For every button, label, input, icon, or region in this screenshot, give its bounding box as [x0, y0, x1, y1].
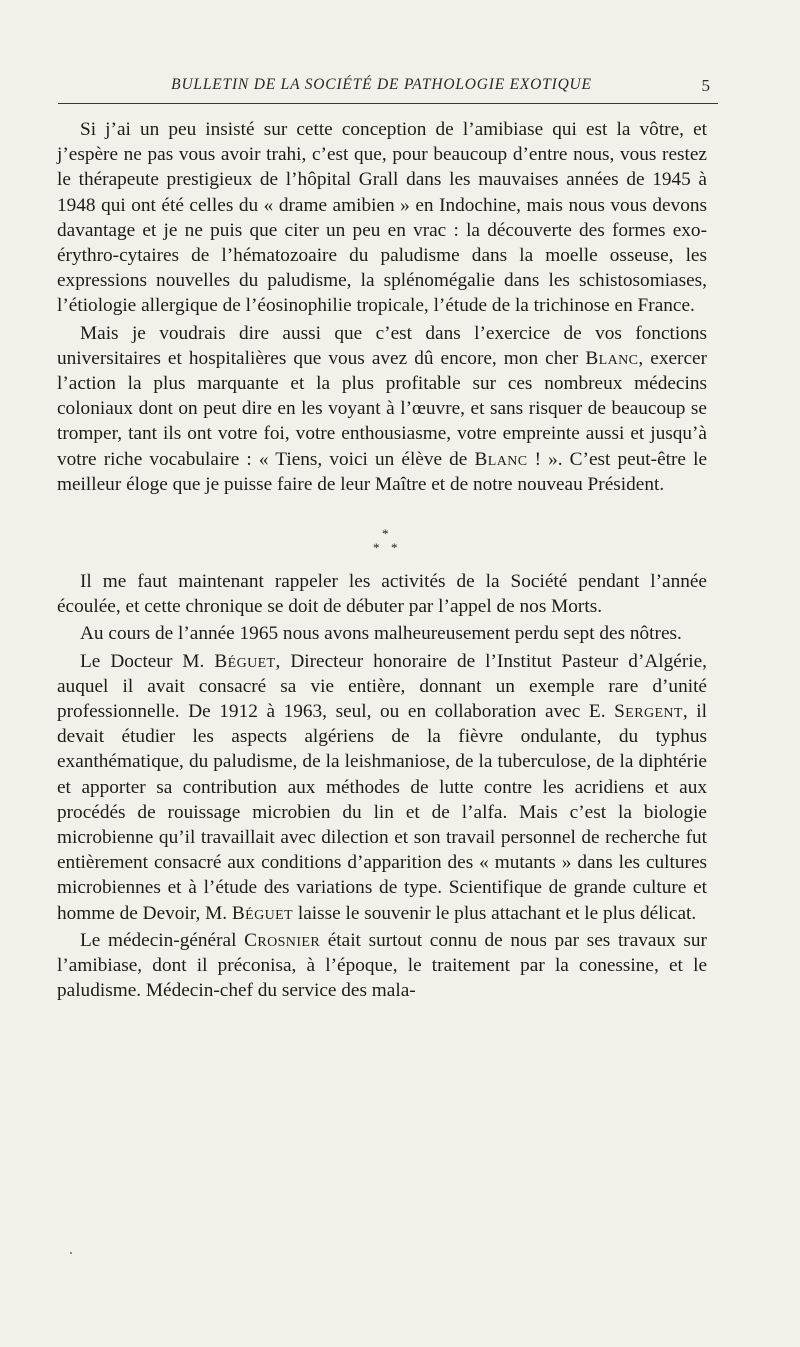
- paragraph-text: Il me faut maintenant rappeler les activités de la Société pendant l’année écoulée, et cette chronique se doit de débuter par l’appel de nos Morts.: [57, 571, 707, 618]
- paragraph-text: laisse le souvenir le plus attachant et le plus délicat.: [293, 902, 697, 924]
- section-separator: [57, 499, 707, 569]
- paragraph-crosnier: [57, 928, 707, 1004]
- name-crosnier: Crosnier: [244, 929, 321, 951]
- name-beguet: Béguet: [214, 650, 276, 672]
- paragraph-annee-1965: [57, 621, 707, 646]
- separator-star: *: [382, 526, 389, 542]
- paragraph-text: Si j’ai un peu insisté sur cette conception de l’amibiase qui est la vôtre, et j’espère ne pas vous avoir trahi, c’est que, pour beaucoup d’entre nous, vous restez le thérapeute prestigieux de l’hôpital Grall dans les mauvaises années de 1945 à 1948 qui ont été celles du « drame amibien » en Indochine, mais nous vous devons davantage et je ne puis que citer un peu en vrac : la découverte des formes exo-érythro-cytaires de l’hématozoaire du paludisme dans la moelle osseuse, les expressions nouvelles du paludisme, la splénomégalie dans les schistosomiases, l’étiologie allergique de l’éosinophilie tropicale, l’étude de la trichinose en France.: [57, 119, 707, 317]
- name-blanc: Blanc: [474, 448, 528, 470]
- page-number: 5: [701, 76, 710, 95]
- header-rule: [58, 103, 718, 104]
- paragraph-amibiase: [57, 117, 707, 319]
- paragraph-text: , il devait étudier les aspects algériens de la fièvre ondulante, du typhus exanthématique, du paludisme, de la leishmaniose, de la tuberculose, de la diphtérie et apporter sa contribution aux méthodes de lutte contre les acridiens et aux procédés de rouissage microbien du lin et de l’alfa. Mais c’est la biologie microbienne qu’il travaillait avec dilection et son travail personnel de recherche fut entièrement consacré aux conditions d’apparition des « mutants » dans les cultures microbiennes et à l’étude des variations de type. Scientifique de grande culture et homme de Devoir, M.: [57, 701, 708, 924]
- running-head-title: BULLETIN DE LA SOCIÉTÉ DE PATHOLOGIE EXOTIQUE: [171, 76, 592, 93]
- paragraph-text: Mais je voudrais dire aussi que c’est dans l’exercice de vos fonctions universitaires et hospitalières que vous avez dû encore, mon cher: [57, 322, 707, 369]
- paragraph-text: était surtout connu de nous par ses travaux sur l’amibiase, dont il préconisa, à l’époque, le traitement par la conessine, et le paludisme. Médecin-chef du service des mala-: [57, 929, 707, 1002]
- separator-star: *: [391, 540, 398, 556]
- paragraph-activites: [57, 569, 707, 619]
- name-sergent: Sergent: [614, 701, 683, 723]
- paragraph-text: Le Docteur M.: [80, 650, 215, 672]
- paragraph-universitaires: [57, 321, 707, 497]
- separator-star: *: [373, 540, 380, 556]
- body-text: [57, 117, 707, 1006]
- page-speck: [70, 1252, 72, 1254]
- paragraph-text: , Directeur honoraire de l’Institut Pasteur d’Algérie, auquel il avait consacré sa vie entière, donnant un exemple rare d’unité professionnelle. De 1912 à 1963, seul, ou en collaboration avec E.: [57, 650, 707, 723]
- name-blanc: Blanc: [585, 347, 639, 369]
- name-beguet: Béguet: [231, 902, 294, 924]
- paragraph-beguet: [57, 649, 707, 926]
- paragraph-text: , exercer l’action la plus marquante et la plus profitable sur ces nombreux médecins coloniaux dont on peut dire en les voyant à l’œuvre, et sans risquer de beaucoup se tromper, tant ils ont votre foi, votre enthousiasme, votre empreinte aussi et jusqu’à votre riche vocabulaire : « Tiens, voici un élève de: [57, 347, 707, 470]
- paragraph-text: ! ». C’est peut-être le meilleur éloge que je puisse faire de leur Maître et de notre nouveau Président.: [57, 448, 708, 495]
- paragraph-text: Le médecin-général: [80, 929, 245, 951]
- paragraph-text: Au cours de l’année 1965 nous avons malheureusement perdu sept des nôtres.: [80, 623, 682, 645]
